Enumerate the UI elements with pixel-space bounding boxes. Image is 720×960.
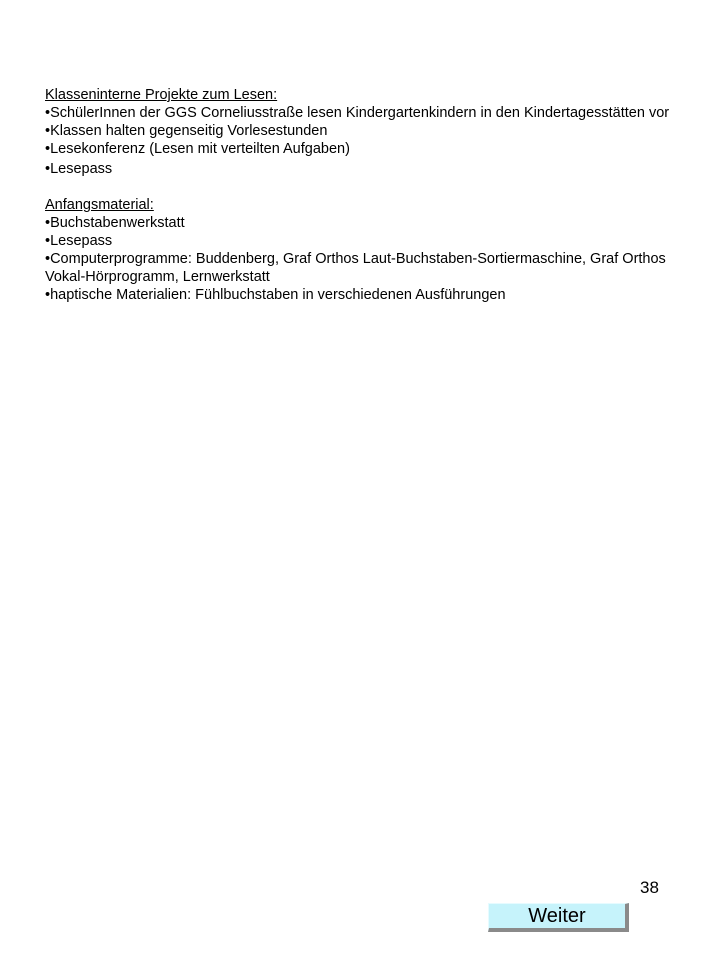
list-item: •haptische Materialien: Fühlbuchstaben in verschiedenen Ausführungen	[45, 287, 506, 303]
list-item: •Lesepass	[45, 233, 113, 249]
list-item: •Lesekonferenz (Lesen mit verteilten Aufgaben)	[45, 141, 350, 157]
page-number: 38	[640, 878, 659, 897]
weiter-button[interactable]: Weiter	[488, 903, 629, 932]
section-title-projects: Klasseninterne Projekte zum Lesen:	[45, 87, 278, 103]
list-item: •Klassen halten gegenseitig Vorlesestunden	[45, 123, 328, 139]
list-item: •Buchstabenwerkstatt	[45, 215, 185, 231]
section-title-material: Anfangsmaterial:	[45, 197, 154, 213]
list-item: •SchülerInnen der GGS Corneliusstraße lesen Kindergartenkindern in den Kindertagesstätten vor	[45, 105, 670, 121]
page-content	[45, 86, 690, 304]
section-gap	[45, 178, 690, 196]
list-item: •Computerprogramme: Buddenberg, Graf Orthos Laut-Buchstaben-Sortiermaschine, Graf Orthos Vokal-Hörprogramm, Lernwerkstatt	[45, 251, 666, 285]
list-item: •Lesepass	[45, 161, 113, 177]
